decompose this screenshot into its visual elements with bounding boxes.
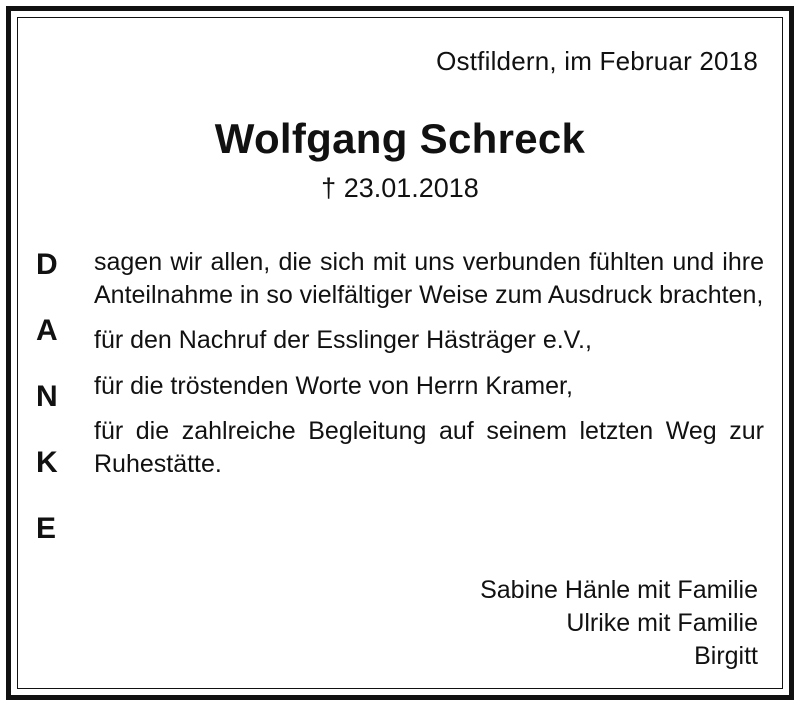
- signature-line: Sabine Hänle mit Familie: [480, 576, 758, 604]
- thanks-block: [36, 246, 770, 544]
- acrostic-letter: E: [36, 512, 57, 545]
- acrostic-letter: A: [36, 314, 58, 347]
- thanks-paragraph: für die tröstenden Worte von Herrn Kramer,: [94, 371, 573, 400]
- thanks-paragraph: sagen wir allen, die sich mit uns verbunden fühlten und ihre Anteilnahme in so vielfältiger Weise zum Ausdruck brachten,: [94, 248, 764, 309]
- acrostic-letter: D: [36, 248, 58, 281]
- acrostic-column: [36, 246, 94, 544]
- acrostic-letter: N: [36, 380, 58, 413]
- death-date: † 23.01.2018: [321, 173, 479, 203]
- signature-line: Ulrike mit Familie: [566, 609, 758, 637]
- notice-content: [30, 30, 770, 676]
- thanks-paragraph: für den Nachruf der Esslinger Hästräger e.V.,: [94, 326, 592, 354]
- place-and-date: Ostfildern, im Februar 2018: [436, 46, 758, 76]
- thanks-paragraph: für die zahlreiche Begleitung auf seinem letzten Weg zur Ruhestätte.: [94, 417, 764, 478]
- signature-block: [30, 574, 770, 673]
- deceased-name: Wolfgang Schreck: [214, 115, 586, 162]
- thanks-paragraphs: [94, 246, 770, 544]
- acrostic-letter: K: [36, 446, 58, 479]
- signature-line: Birgitt: [694, 642, 758, 670]
